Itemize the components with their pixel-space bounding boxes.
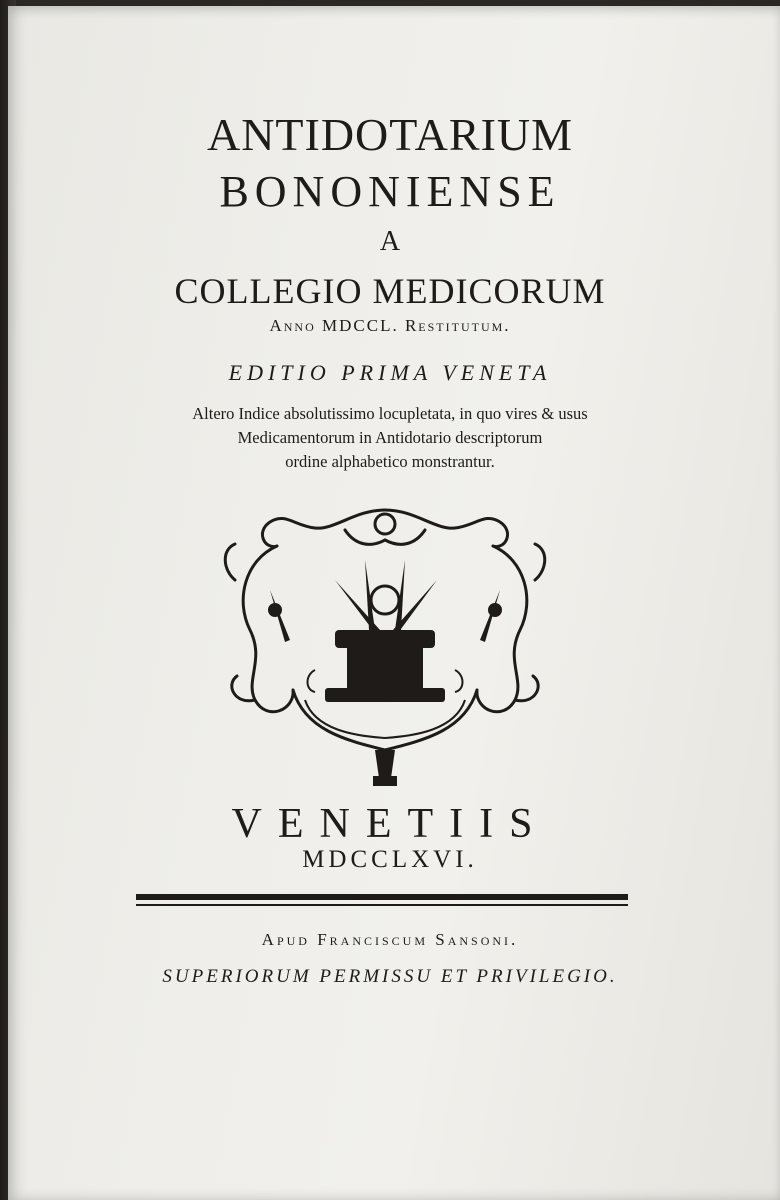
printers-device-cartouche-icon bbox=[215, 500, 555, 790]
title-line-1: ANTIDOTARIUM bbox=[206, 109, 574, 160]
description-line-1: Altero Indice absolutissimo locupletata, in quo vires & usus bbox=[192, 404, 588, 423]
edition-line: EDITIO PRIMA VENETA bbox=[228, 360, 552, 385]
title-line-5: Anno MDCCL. Restitutum. bbox=[269, 316, 511, 335]
imprint-place: VENETIIS bbox=[231, 801, 549, 847]
double-rule-thin bbox=[136, 904, 628, 906]
description-line-3: ordine alphabetico monstrantur. bbox=[285, 452, 495, 471]
title-line-2: BONONIENSE bbox=[219, 167, 561, 216]
description-line-2: Medicamentorum in Antidotario descriptorum bbox=[237, 428, 543, 447]
title-line-4: COLLEGIO MEDICORUM bbox=[174, 271, 606, 311]
double-rule-thick bbox=[136, 894, 628, 900]
imprint-year: MDCCLXVI. bbox=[302, 846, 478, 873]
privilege-line: SUPERIORUM PERMISSU ET PRIVILEGIO. bbox=[162, 966, 618, 987]
printer-line: Apud Franciscum Sansoni. bbox=[261, 930, 519, 949]
title-line-3: A bbox=[379, 226, 401, 257]
